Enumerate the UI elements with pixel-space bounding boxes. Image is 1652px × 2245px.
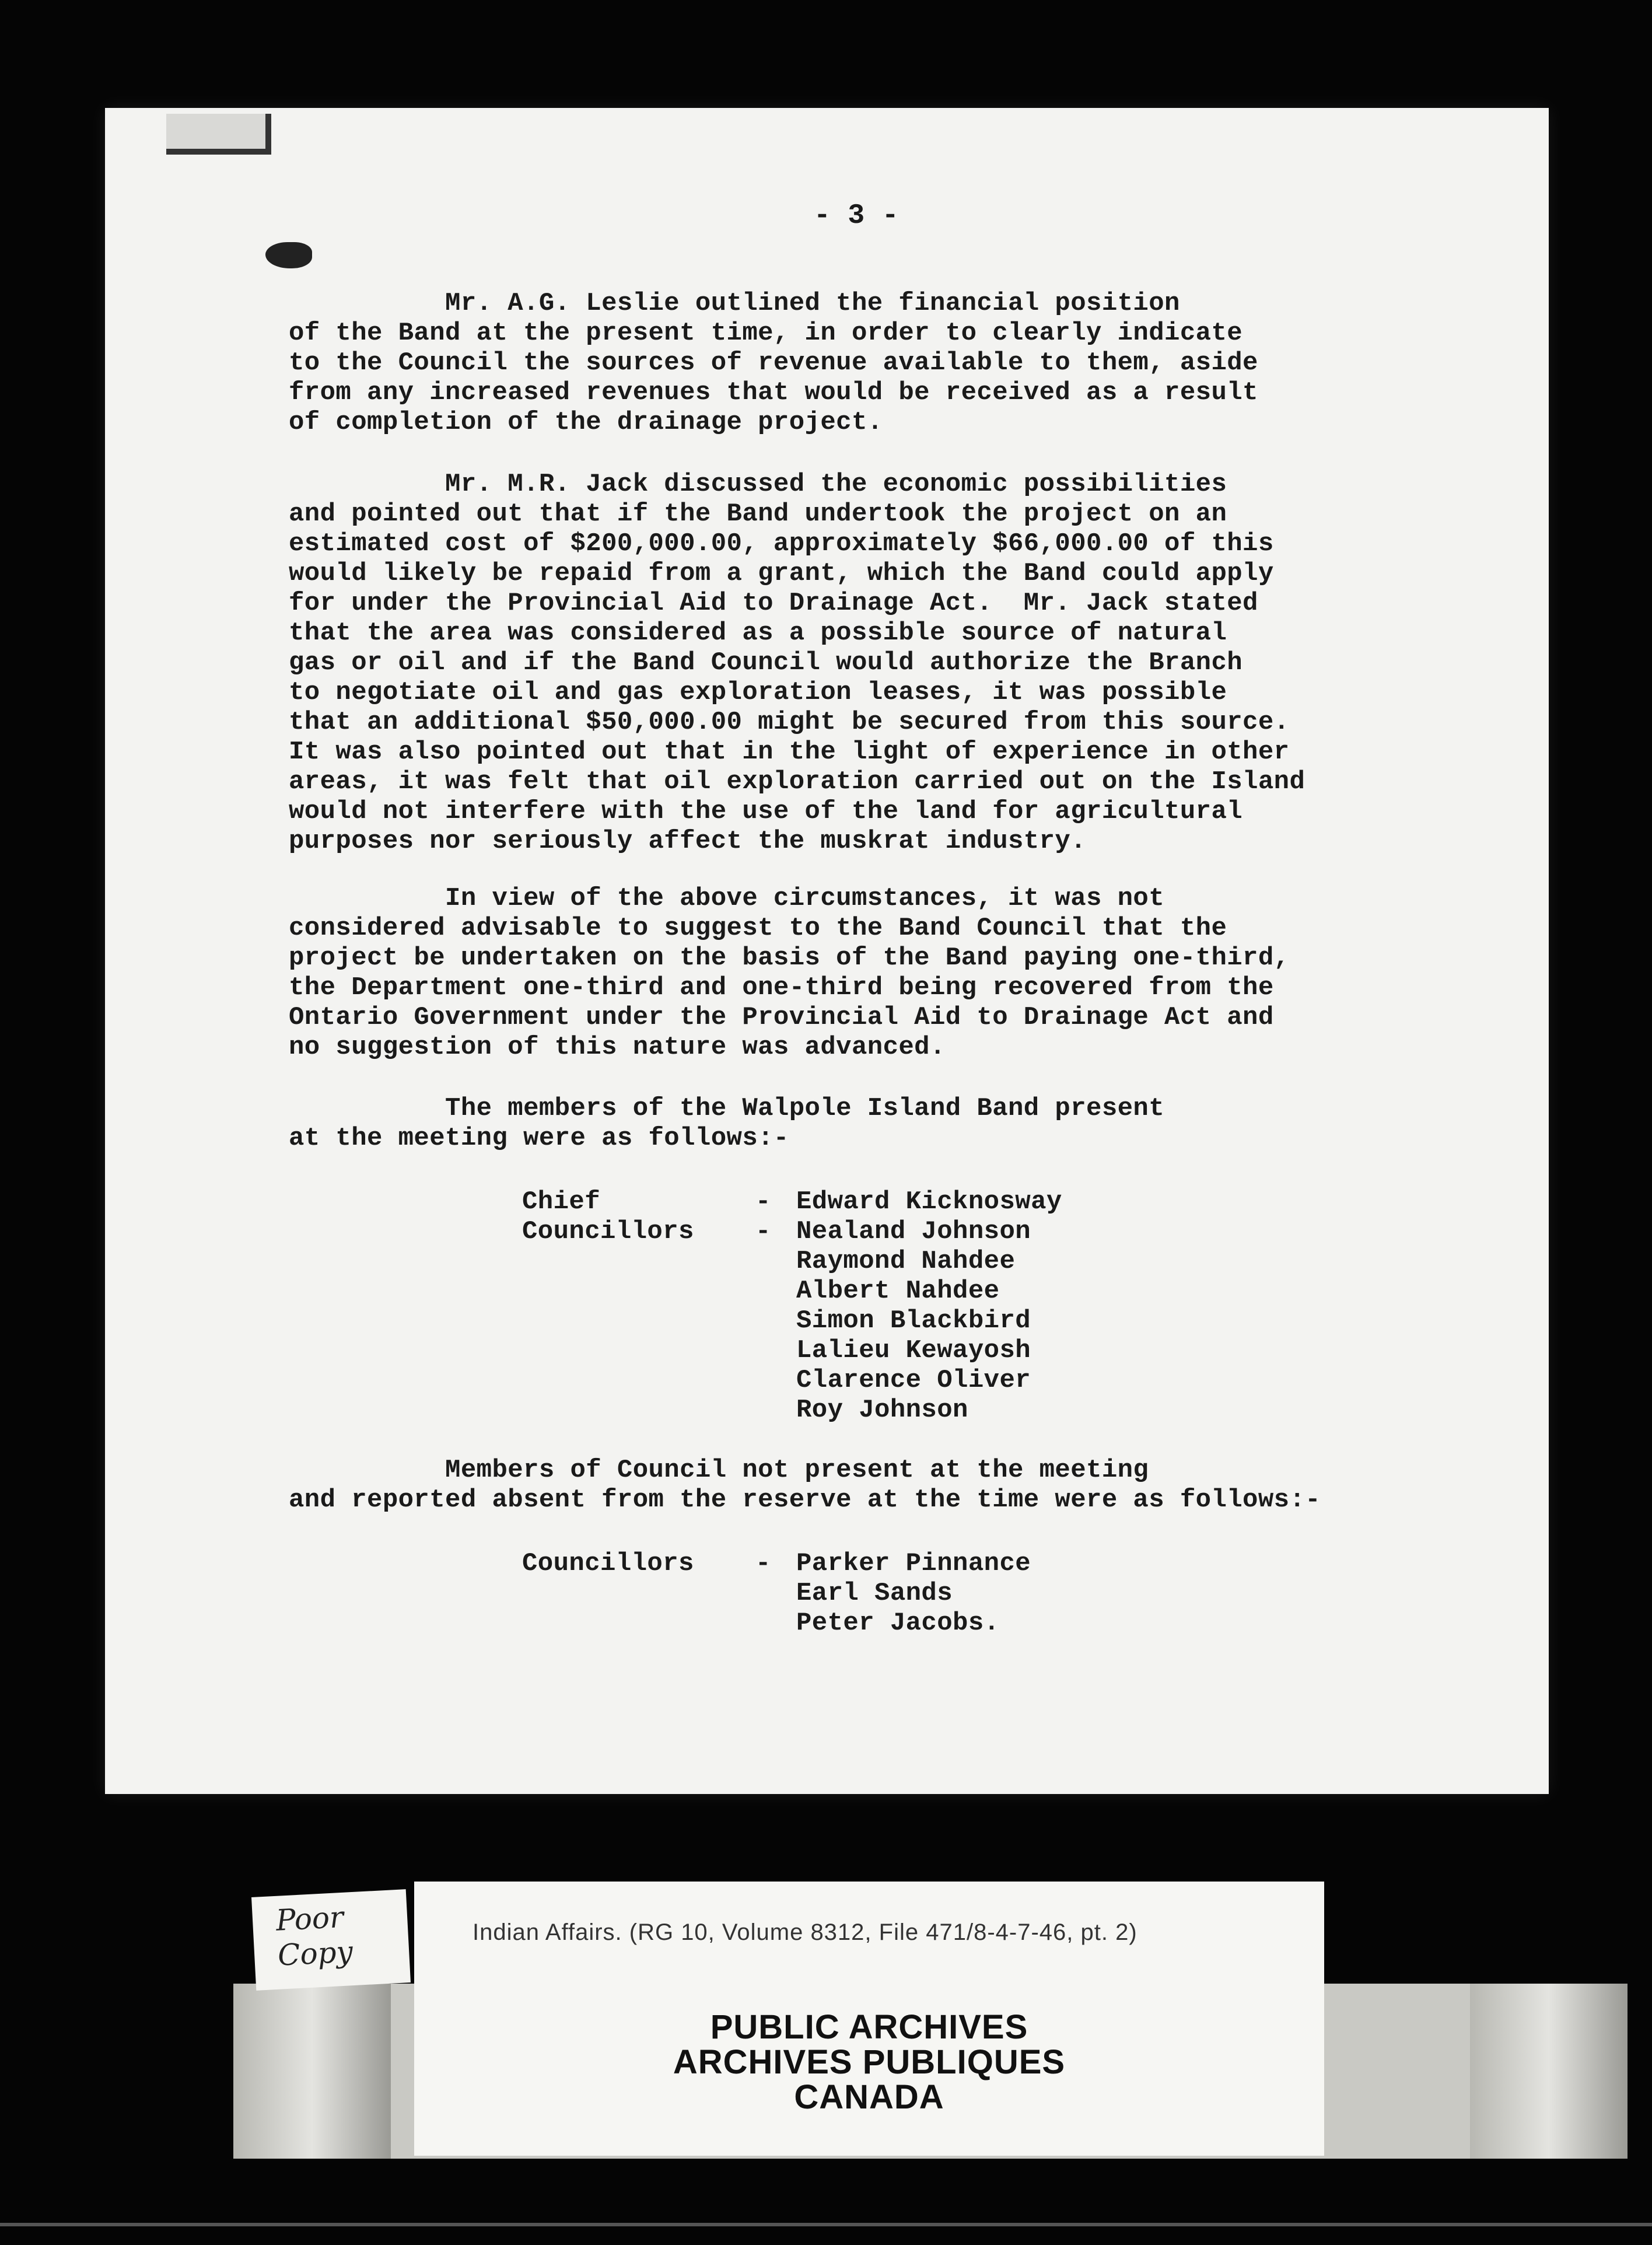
roster-row: [522, 1306, 1062, 1336]
note-line: Copy: [276, 1935, 354, 1973]
paragraph-financial-position: Mr. A.G. Leslie outlined the financial position of the Band at the present time, in order to clearly indicate to the Council the sources of revenue available to them, aside from any increased revenues that would be received as a result of completion of the drainage project.: [289, 289, 1258, 437]
archive-card: [414, 1882, 1324, 2156]
role-dash: [755, 1247, 796, 1277]
role-label: Chief: [522, 1187, 601, 1216]
paragraph-economic-possibilities: Mr. M.R. Jack discussed the economic possibilities and pointed out that if the Band undertook the project on an estimated cost of $200,000.00, approximately $66,000.00 of this would likely be repaid from a grant, which the Band could apply for under the Provincial Aid to Drainage Act. Mr. Jack stated that the area was considered as a possible source of natural gas or oil and if the Band Council would authorize the Branch to negotiate oil and gas exploration leases, it was possible that an additional $50,000.00 might be secured from this source. It was also pointed out that in the light of experience in other areas, it was felt that oil exploration carried out on the Island would not interfere with the use of the land for agricultural purposes nor seriously affect the muskrat industry.: [289, 470, 1306, 856]
paper-clip-mark: [166, 114, 271, 155]
role-label: [522, 1336, 755, 1366]
role-label: [522, 1247, 755, 1277]
paragraph-circumstances: In view of the above circumstances, it was not considered advisable to suggest to the Band Council that the project be undertaken on the basis of the Band paying one-third, the Department one-third and one-third being recovered from the Ontario Government under the Provincial Aid to Drainage Act and no suggestion of this nature was advanced.: [289, 884, 1290, 1062]
role-label: [522, 1366, 755, 1396]
paragraph-members-absent-intro: Members of Council not present at the meeting and reported absent from the reserve at the time were as follows:-: [289, 1456, 1321, 1515]
roster-row: [522, 1579, 1031, 1608]
members-present-list: [522, 1187, 1062, 1425]
ink-blot: [265, 242, 312, 268]
member-name: Albert Nahdee: [796, 1277, 1000, 1306]
role-dash: [755, 1366, 796, 1396]
roster-row: [522, 1608, 1031, 1638]
roster-row: [522, 1396, 1062, 1425]
roster-row: [522, 1187, 1062, 1217]
role-label: [522, 1277, 755, 1306]
archive-name-fr: ARCHIVES PUBLIQUES: [673, 2043, 1066, 2081]
role-label: [522, 1396, 755, 1425]
paragraph-members-present-intro: The members of the Walpole Island Band present at the meeting were as follows:-: [289, 1094, 1165, 1153]
page-number: - 3 -: [814, 200, 900, 232]
roster-row: [522, 1217, 1062, 1247]
role-label: [522, 1608, 755, 1638]
member-name: Earl Sands: [796, 1579, 953, 1608]
member-name: Clarence Oliver: [796, 1366, 1031, 1395]
member-name: Edward Kicknosway: [796, 1187, 1062, 1216]
role-dash: -: [755, 1187, 771, 1216]
member-name: Lalieu Kewayosh: [796, 1336, 1031, 1365]
role-label: [522, 1579, 755, 1608]
role-dash: [755, 1396, 796, 1425]
role-label: Councillors: [522, 1549, 694, 1578]
role-label: Councillors: [522, 1217, 694, 1246]
document-page: [105, 108, 1549, 1794]
role-label: [522, 1306, 755, 1336]
archive-country: CANADA: [794, 2078, 944, 2116]
roster-row: [522, 1366, 1062, 1396]
roster-row: [522, 1277, 1062, 1306]
roster-row: [522, 1549, 1031, 1579]
role-dash: -: [755, 1549, 771, 1578]
film-edge-line: [0, 2223, 1652, 2226]
archive-name-en: PUBLIC ARCHIVES: [710, 2008, 1028, 2046]
member-name: Roy Johnson: [796, 1396, 968, 1425]
member-name: Nealand Johnson: [796, 1217, 1031, 1246]
role-dash: [755, 1277, 796, 1306]
poor-copy-note: [251, 1889, 411, 1991]
roster-row: [522, 1336, 1062, 1366]
member-name: Parker Pinnance: [796, 1549, 1031, 1578]
member-name: Peter Jacobs.: [796, 1608, 1000, 1638]
role-dash: [755, 1608, 796, 1638]
strip-edge: [233, 1984, 391, 2159]
role-dash: -: [755, 1217, 771, 1246]
role-dash: [755, 1579, 796, 1608]
archive-name: [414, 2010, 1324, 2115]
member-name: Simon Blackbird: [796, 1306, 1031, 1335]
role-dash: [755, 1306, 796, 1336]
member-name: Raymond Nahdee: [796, 1247, 1016, 1276]
roster-row: [522, 1247, 1062, 1277]
role-dash: [755, 1336, 796, 1366]
strip-edge: [1470, 1984, 1628, 2159]
archive-citation: Indian Affairs. (RG 10, Volume 8312, File 471/8-4-7-46, pt. 2): [473, 1919, 1138, 1945]
note-line: Poor: [275, 1900, 345, 1938]
members-absent-list: [522, 1549, 1031, 1638]
